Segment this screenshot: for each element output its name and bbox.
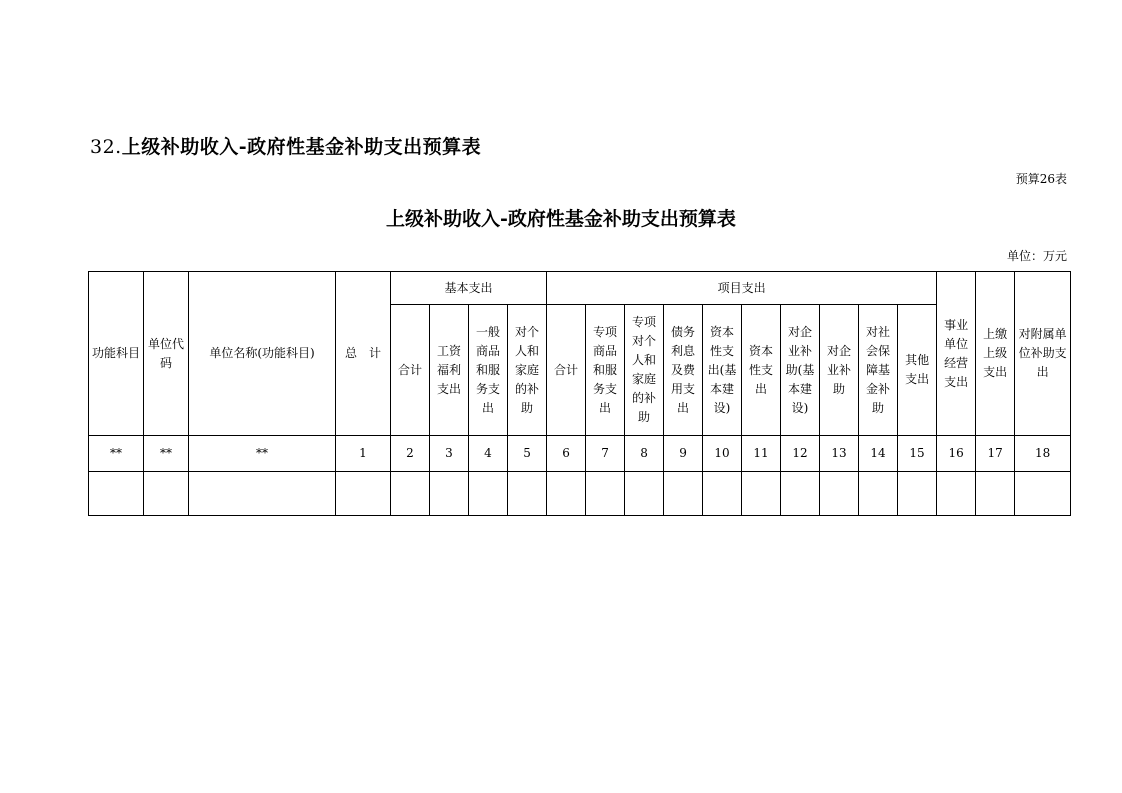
number-cell: **	[144, 436, 189, 472]
number-cell: 13	[820, 436, 859, 472]
number-cell: **	[89, 436, 144, 472]
table-number: 预算26表	[1015, 172, 1067, 186]
header-project-col: 资本 性支 出	[742, 305, 781, 436]
header-basic-col: 对个 人和 家庭 的补 助	[508, 305, 547, 436]
empty-cell	[976, 472, 1015, 516]
number-cell: 17	[976, 436, 1015, 472]
header-group-basic: 基本支出	[391, 272, 547, 305]
number-cell: 1	[336, 436, 391, 472]
number-cell: 10	[703, 436, 742, 472]
empty-cell	[820, 472, 859, 516]
empty-cell	[781, 472, 820, 516]
number-cell: 18	[1015, 436, 1071, 472]
number-cell: 5	[508, 436, 547, 472]
number-cell: 16	[937, 436, 976, 472]
empty-cell	[89, 472, 144, 516]
header-project-col: 合计	[547, 305, 586, 436]
number-cell: 12	[781, 436, 820, 472]
header-affiliated-subsidy: 对附属单 位补助支 出	[1015, 272, 1071, 436]
header-project-col: 对企 业补 助	[820, 305, 859, 436]
empty-cell	[391, 472, 430, 516]
header-unit-code: 单位代 码	[144, 272, 189, 436]
number-cell: 15	[898, 436, 937, 472]
header-project-col: 对企 业补 助(基 本建 设)	[781, 305, 820, 436]
empty-cell	[703, 472, 742, 516]
number-cell: 3	[430, 436, 469, 472]
number-cell: 6	[547, 436, 586, 472]
header-total: 总 计	[336, 272, 391, 436]
header-project-col: 对社 会保 障基 金补 助	[859, 305, 898, 436]
header-business-expense: 事业 单位 经营 支出	[937, 272, 976, 436]
empty-cell	[189, 472, 336, 516]
header-project-col: 资本 性支 出(基 本建 设)	[703, 305, 742, 436]
budget-table	[88, 271, 1071, 516]
number-cell: 2	[391, 436, 430, 472]
empty-cell	[469, 472, 508, 516]
header-basic-col: 合计	[391, 305, 430, 436]
empty-cell	[664, 472, 703, 516]
number-row	[89, 436, 1071, 472]
number-cell: 11	[742, 436, 781, 472]
empty-row	[89, 472, 1071, 516]
table-title: 上级补助收入-政府性基金补助支出预算表	[386, 208, 736, 230]
number-cell: 7	[586, 436, 625, 472]
empty-cell	[430, 472, 469, 516]
empty-cell	[1015, 472, 1071, 516]
header-project-col: 债务 利息 及费 用支 出	[664, 305, 703, 436]
header-basic-col: 一般 商品 和服 务支 出	[469, 305, 508, 436]
empty-cell	[547, 472, 586, 516]
header-group-project: 项目支出	[547, 272, 937, 305]
section-heading-text: 上级补助收入-政府性基金补助支出预算表	[121, 136, 482, 158]
header-basic-col: 工资 福利 支出	[430, 305, 469, 436]
number-cell: 9	[664, 436, 703, 472]
number-cell: 14	[859, 436, 898, 472]
header-project-col: 专项 对个 人和 家庭 的补 助	[625, 305, 664, 436]
number-cell: 8	[625, 436, 664, 472]
empty-cell	[742, 472, 781, 516]
empty-cell	[859, 472, 898, 516]
header-unit-name: 单位名称(功能科目)	[189, 272, 336, 436]
number-cell: **	[189, 436, 336, 472]
header-project-col: 其他 支出	[898, 305, 937, 436]
section-number: 32.	[90, 136, 122, 158]
empty-cell	[898, 472, 937, 516]
empty-cell	[336, 472, 391, 516]
section-heading	[90, 132, 481, 159]
empty-cell	[625, 472, 664, 516]
empty-cell	[937, 472, 976, 516]
number-cell: 4	[469, 436, 508, 472]
header-project-col: 专项 商品 和服 务支 出	[586, 305, 625, 436]
empty-cell	[144, 472, 189, 516]
header-func-subject: 功能科目	[89, 272, 144, 436]
empty-cell	[586, 472, 625, 516]
empty-cell	[508, 472, 547, 516]
header-upper-expense: 上缴 上级 支出	[976, 272, 1015, 436]
unit-label: 单位：万元	[1006, 249, 1067, 263]
